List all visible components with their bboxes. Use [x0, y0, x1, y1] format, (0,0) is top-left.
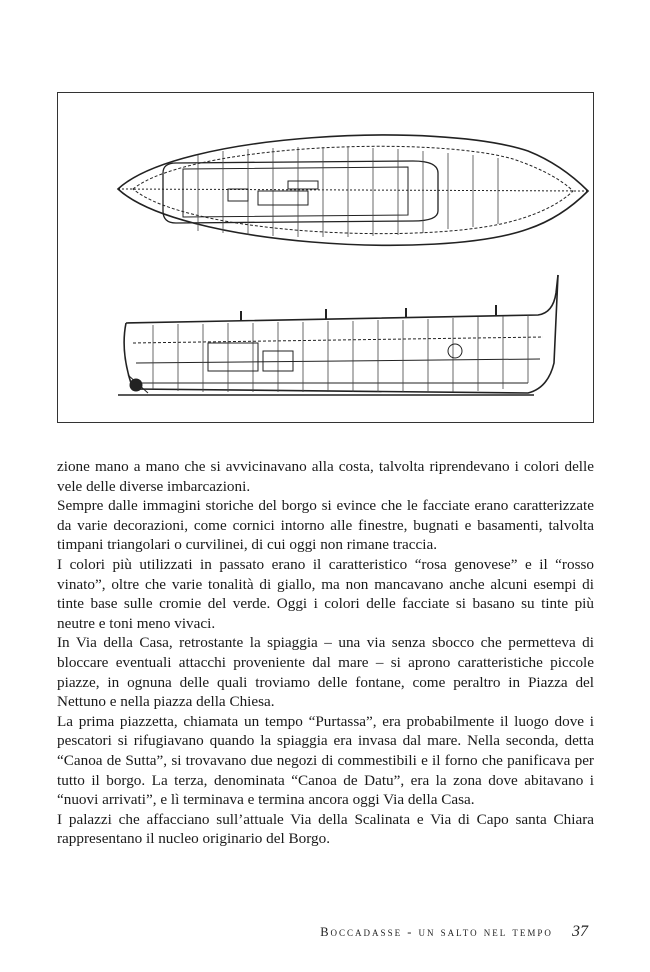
paragraph: I palazzi che affacciano sull’attuale Via della Scalinata e Via di Capo santa Chiara rappresentano il nucleo originario del Borgo.: [57, 810, 594, 848]
paragraph: I colori più utilizzati in passato erano il caratteristico “rosa genovese” e il “rosso vinato”, oltre che varie tonalità di giallo, ma non mancavano anche alcuni esempi di tinte base sulle cromie del verde. Oggi i colori delle facciate si basano su tinte più neutre e toni meno vivaci.: [57, 555, 594, 632]
footer-title: Boccadasse - un salto nel tempo: [320, 925, 553, 939]
page-number: 37: [572, 923, 588, 940]
paragraph: La prima piazzetta, chiamata un tempo “Purtassa”, era probabilmente il luogo dove i pescatori si rifugiavano quando la spiaggia era invasa dal mare. Nella seconda, detta “Canoa de Sutta”, si trovavano due negozi di commestibili e il forno che panificava per tutto il borgo. La terza, denominata “Canoa de Datu”, era la zona dove abitavano i “nuovi arrivati”, e lì terminava e termina ancora oggi Via della Casa.: [57, 712, 594, 809]
paragraph: zione mano a mano che si avvicinavano alla costa, talvolta riprendevano i colori delle vele delle diverse imbarcazioni.: [57, 458, 594, 495]
body-text: [57, 457, 594, 849]
paragraph: In Via della Casa, retrostante la spiaggia – una via senza sbocco che permetteva di bloccare eventuali attacchi proveniente dal mare – si aprono caratteristiche piccole piazze, in ognuna delle quali troviamo delle fontane, come peraltro in Piazza del Nettuno e nella piazza della Chiesa.: [57, 634, 594, 711]
boat-plan-icon: [58, 93, 595, 424]
running-footer: [320, 923, 588, 941]
paragraph: Sempre dalle immagini storiche del borgo si evince che le facciate erano caratterizzate da varie decorazioni, come cornici intorno alle finestre, bugnati e basamenti, talvolta timpani triangolari o curvilinei, di cui oggi non rimane traccia.: [57, 497, 594, 554]
boat-plan-figure: [57, 92, 594, 423]
